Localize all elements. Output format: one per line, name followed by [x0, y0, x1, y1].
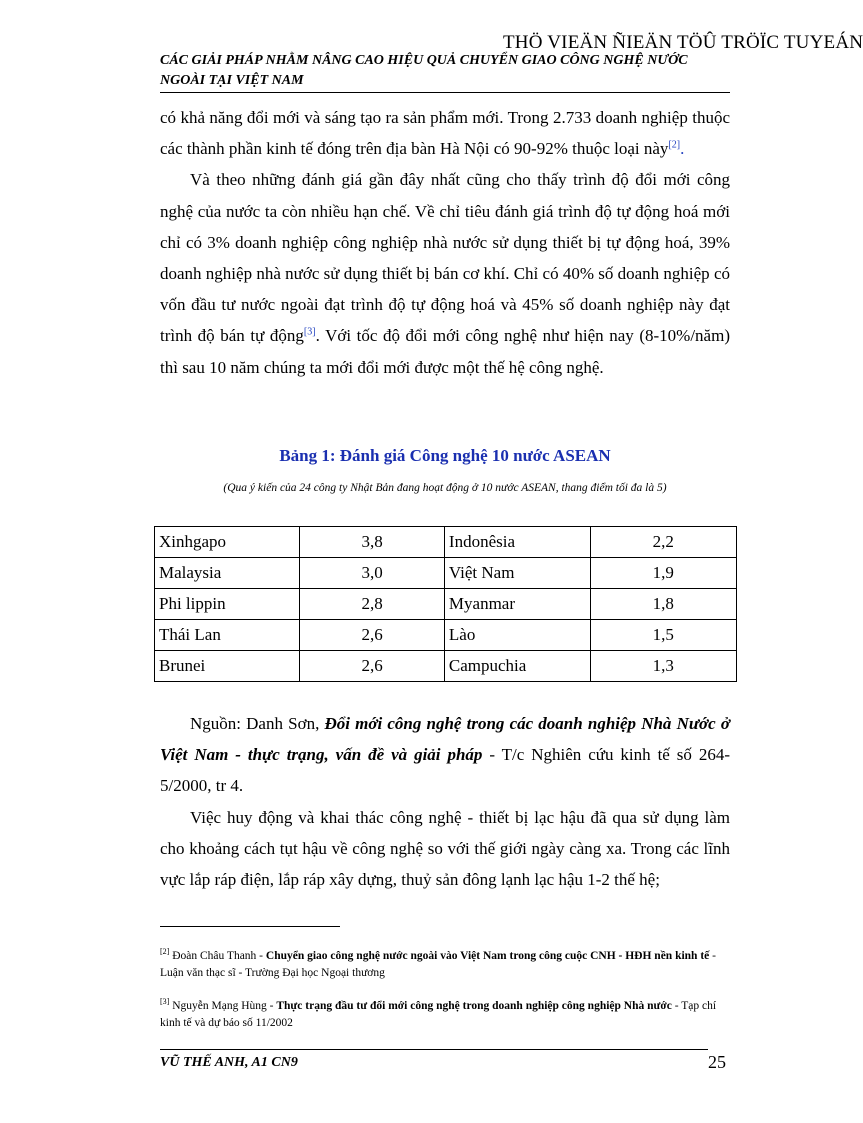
header-divider [160, 92, 730, 93]
footnote-ref-3[interactable]: [3] [303, 326, 316, 338]
country-cell: Thái Lan [155, 620, 300, 651]
country-cell: Indonêsia [444, 527, 590, 558]
body-text [160, 102, 730, 383]
source-prefix: Nguồn: Danh Sơn, [190, 714, 325, 733]
score-cell: 1,3 [590, 651, 736, 682]
footnote-3-ref: [3] [160, 997, 170, 1007]
paragraph-2-text: Và theo những đánh giá gần đây nhất cũng cho thấy trình độ đổi mới công nghệ của nước ta còn nhiều hạn chế. Về chỉ tiêu đánh giá trình độ tự động hoá mới chỉ có 3% doanh nghiệp công nghiệp nhà nước sử dụng thiết bị tự động hoá, 39% doanh nghiệp nhà nước sử dụng thiết bị bán cơ khí. Chỉ có 40% số doanh nghiệp có vốn đầu tư nước ngoài đạt trình độ tự động hoá và 45% số doanh nghiệp này đạt trình độ bán tự động [160, 170, 730, 346]
score-cell: 1,8 [590, 589, 736, 620]
footnote-3-title: Thực trạng đầu tư đổi mới công nghệ trong doanh nghiệp công nghiệp Nhà nước [276, 1000, 672, 1012]
table-row [155, 620, 737, 651]
footnote-3-rest: - Tạp chí kinh tế và dự báo số 11/2002 [160, 1000, 717, 1029]
table-row [155, 651, 737, 682]
footnote-divider [160, 926, 340, 927]
country-cell: Myanmar [444, 589, 590, 620]
paragraph-1-text: có khả năng đổi mới và sáng tạo ra sản phẩm mới. Trong 2.733 doanh nghiệp thuộc các thành phần kinh tế đóng trên địa bàn Hà Nội có 90-92% thuộc loại này [160, 108, 730, 159]
score-cell: 2,2 [590, 527, 736, 558]
footnote-3 [160, 998, 730, 1032]
score-cell: 3,8 [300, 527, 444, 558]
score-cell: 1,9 [590, 558, 736, 589]
watermark-text: THÖ VIEÄN ÑIEÄN TÖÛ TRÖÏC TUYEÁN [503, 32, 863, 53]
source-citation [160, 708, 730, 802]
paragraph-1 [160, 102, 730, 164]
country-cell: Phi lippin [155, 589, 300, 620]
table-row [155, 589, 737, 620]
country-cell: Malaysia [155, 558, 300, 589]
score-cell: 2,6 [300, 620, 444, 651]
country-cell: Việt Nam [444, 558, 590, 589]
table-note: (Qua ý kiến của 24 công ty Nhật Bản đang hoạt động ở 10 nước ASEAN, thang điểm tối đa là 5) [223, 482, 667, 494]
country-cell: Xinhgapo [155, 527, 300, 558]
footer-divider [160, 1049, 708, 1050]
footnote-ref-2[interactable]: [2] [668, 139, 681, 151]
paragraph-3: Việc huy động và khai thác công nghệ - thiết bị lạc hậu đã qua sử dụng làm cho khoảng cách tụt hậu về công nghệ so với thế giới ngày càng xa. Trong các lĩnh vực lắp ráp điện, lắp ráp xây dựng, thuỷ sản đông lạnh lạc hậu 1-2 thế hệ; [160, 808, 730, 890]
running-header-title: CÁC GIẢI PHÁP NHẰM NÂNG CAO HIỆU QUẢ CHUYỂN GIAO CÔNG NGHỆ NƯỚC NGOÀI TẠI VIỆT NAM [160, 53, 688, 88]
source-suffix: - T/c Nghiên cứu kinh tế số 264-5/2000, tr 4. [160, 745, 730, 796]
footer-author: VŨ THẾ ANH, A1 CN9 [160, 1055, 298, 1070]
page-number: 25 [708, 1052, 726, 1072]
footnote-2 [160, 948, 730, 982]
country-cell: Lào [444, 620, 590, 651]
score-cell: 3,0 [300, 558, 444, 589]
footnote-2-author: Đoàn Châu Thanh - [169, 950, 266, 962]
score-cell: 2,6 [300, 651, 444, 682]
country-cell: Campuchia [444, 651, 590, 682]
table-row [155, 558, 737, 589]
footnote-2-title: Chuyển giao công nghệ nước ngoài vào Việt Nam trong công cuộc CNH - HĐH nền kinh tế [265, 950, 710, 962]
footnote-3-author: Nguyễn Mạng Hùng - [169, 1000, 277, 1012]
footnote-2-ref: [2] [160, 947, 170, 957]
score-cell: 2,8 [300, 589, 444, 620]
table-row [155, 527, 737, 558]
paragraph-2-end: . Với tốc độ đổi mới công nghệ như hiện nay (8-10%/năm) thì sau 10 năm chúng ta mới đổi mới được một thế hệ công nghệ. [160, 326, 730, 377]
footnote-2-rest: - Luận văn thạc sĩ - Trường Đại học Ngoại thương [160, 950, 716, 979]
country-cell: Brunei [155, 651, 300, 682]
paragraph-1-end: . [680, 139, 685, 159]
score-cell: 1,5 [590, 620, 736, 651]
asean-technology-table [154, 526, 737, 682]
source-title: Đổi mới công nghệ trong các doanh nghiệp Nhà Nước ở Việt Nam - thực trạng, vấn đề và giải pháp [160, 714, 730, 765]
paragraph-2 [160, 164, 730, 382]
table-title: Bảng 1: Đánh giá Công nghệ 10 nước ASEAN [279, 446, 611, 465]
